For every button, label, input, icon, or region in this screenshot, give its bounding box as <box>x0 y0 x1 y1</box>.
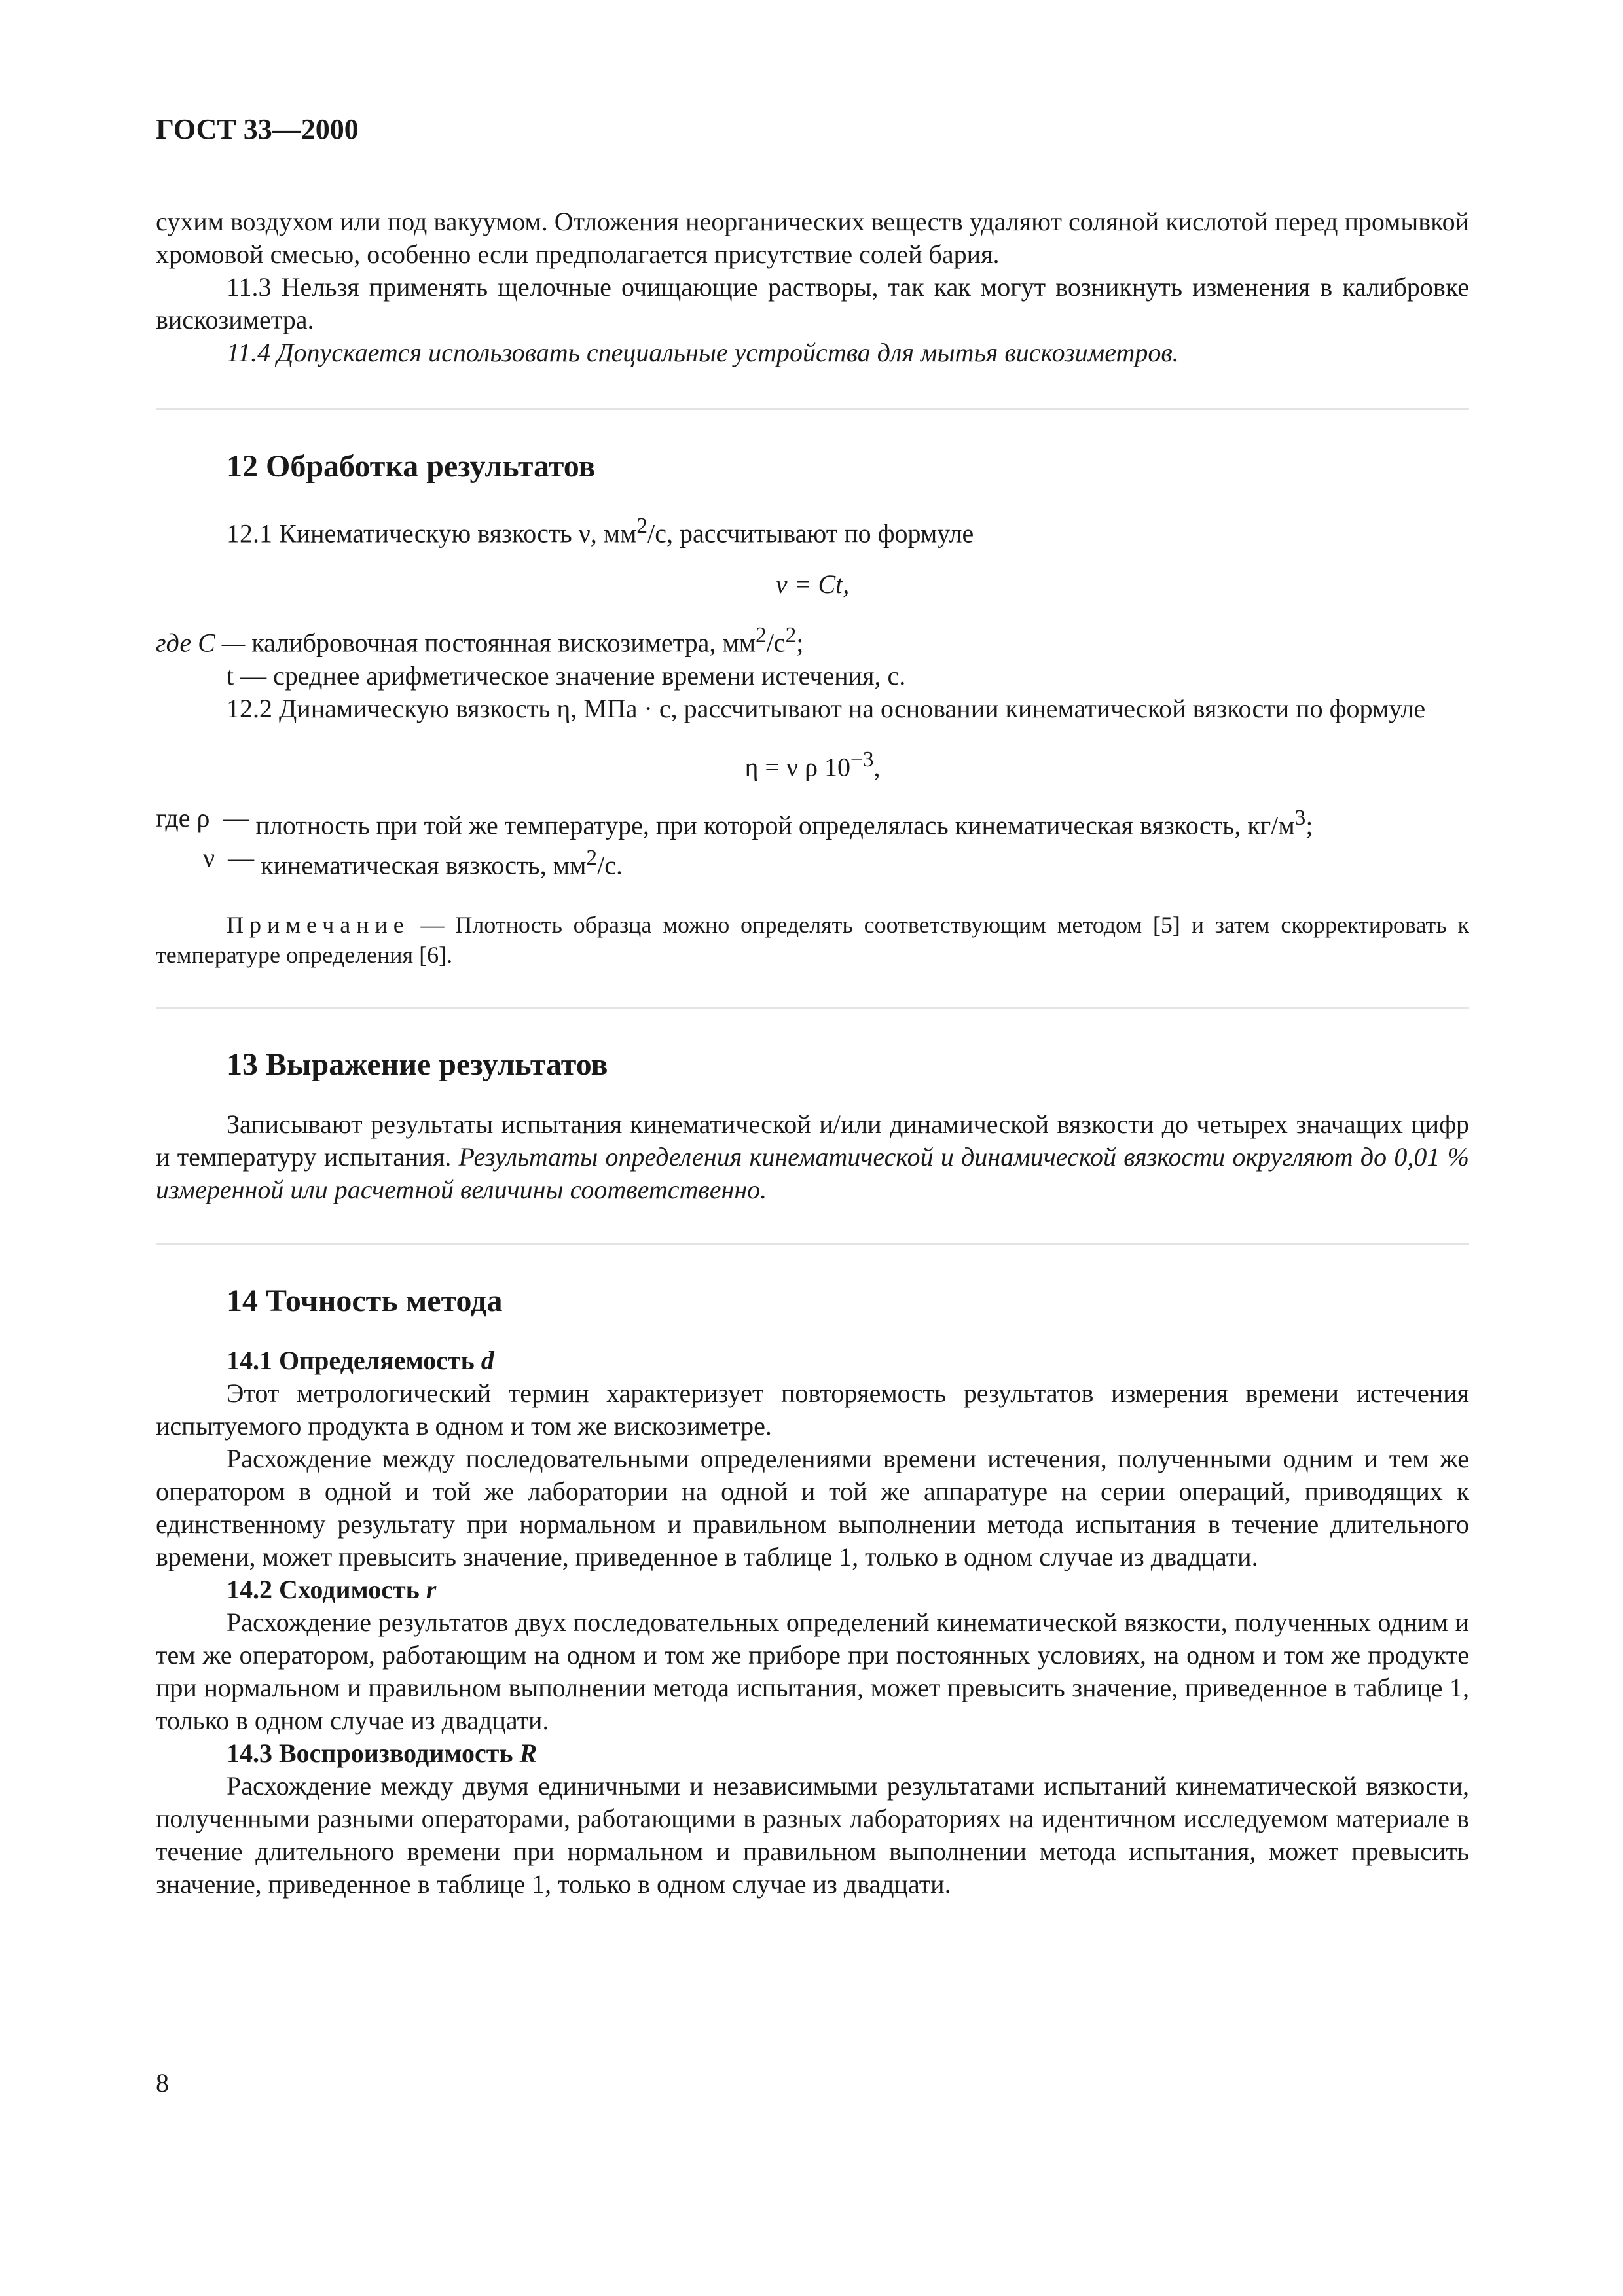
where-c-sup1: 2 <box>756 623 767 648</box>
h14-3-symbol: R <box>519 1738 538 1768</box>
where-rho-line <box>156 802 1469 842</box>
where-c-text: калибровочная постоянная вискозиметра, мм <box>251 628 756 658</box>
where-t-line: t — среднее арифметическое значение времени истечения, с. <box>227 660 906 691</box>
where-c-mid: /с <box>766 628 786 658</box>
where-c-label: где C — <box>156 628 252 658</box>
where-nu-end: /с. <box>597 850 623 880</box>
f2-text: η = ν ρ 10 <box>744 751 851 781</box>
h14-2-symbol: r <box>426 1574 437 1604</box>
h14-2-label: 14.2 Сходимость <box>227 1574 426 1604</box>
p13-plain: Записывают результаты испытания кинематической и/или динамической вязкости до четырех значащих цифр и температуру испытания. <box>156 1109 1469 1172</box>
paragraph-12-1 <box>156 510 1469 550</box>
paragraph-14-2: Расхождение результатов двух последовательных определений кинематической вязкости, полученных одним и тем же оператором, работающим на одном и том же приборе при постоянных условиях, на одном и том же продукте при нормальном и правильном выполнении метода испытания, может превысить значение, приведенное в таблице 1, только в одном случае из двадцати. <box>156 1607 1469 1735</box>
where-nu-label: ν — <box>203 843 261 873</box>
where-rho-def <box>255 802 1469 842</box>
where-rho-sup: 3 <box>1294 805 1306 830</box>
formula-dynamic-viscosity <box>156 744 1469 783</box>
formula-kinematic-viscosity: ν = Ct, <box>775 569 850 600</box>
paragraph-14-1a: Этот метрологический термин характеризует повторяемость результатов измерения времени истечения испытуемого продукта в одном и том же вискозиметре. <box>156 1378 1469 1441</box>
page-content <box>156 110 1469 1901</box>
document-code: ГОСТ 33—2000 <box>156 113 359 145</box>
subheading-14-2 <box>156 1573 1469 1606</box>
where-c-sup2: 2 <box>785 623 797 648</box>
where-rho-label: где ρ — <box>156 802 256 833</box>
h14-1-symbol: d <box>481 1345 494 1375</box>
paragraph-13 <box>156 1108 1469 1206</box>
note-text: — Плотность образца можно определять соответствующим методом [5] и затем скорректировать к температуре определения [6]. <box>156 911 1469 968</box>
subheading-14-1 <box>156 1344 1469 1377</box>
paragraph-11-3: 11.3 Нельзя применять щелочные очищающие растворы, так как могут возникнуть изменения в калибровке вискозиметра. <box>156 272 1469 334</box>
where-rho-end: ; <box>1305 810 1313 840</box>
paragraph-14-3: Расхождение между двумя единичными и независимыми результатами испытаний кинематической вязкости, полученными разными операторами, работающими в разных лабораториях на идентичном исследуемом материале в течение длительного времени при нормальном и правильном выполнении метода испытания, может превысить значение, приведенное в таблице 1, только в одном случае из двадцати. <box>156 1770 1469 1899</box>
section-13-heading: 13 Выражение результатов <box>227 1047 608 1082</box>
where-nu-sup: 2 <box>586 846 598 870</box>
page-number: 8 <box>156 2068 169 2098</box>
f2-end: , <box>873 751 881 781</box>
p13-italic: Результаты определения кинематической и динамической вязкости округляют до 0,01 % измеренной или расчетной величины соответственно. <box>156 1141 1469 1204</box>
note-block <box>156 910 1469 970</box>
where-rho-text: плотность при той же температуре, при которой определялась кинематическая вязкость, кг/м <box>255 810 1295 840</box>
where-nu-text: кинематическая вязкость, мм <box>261 850 587 880</box>
p12-1-text: 12.1 Кинематическую вязкость ν, мм <box>227 518 637 548</box>
where-nu-def <box>261 842 1469 882</box>
note-label: Примечание <box>227 911 410 938</box>
paragraph-11-4: 11.4 Допускается использовать специальные устройства для мытья вискозиметров. <box>227 338 1179 367</box>
where-c-line <box>156 619 1469 659</box>
h14-3-label: 14.3 Воспроизводимость <box>227 1738 520 1768</box>
paragraph-14-1b: Расхождение между последовательными определениями времени истечения, полученными одним и тем же оператором в одной и той же лаборатории на одной и той же аппаратуре на серии операций, приводящих к единственному результату при нормальном и правильном выполнении метода испытания в течение длительного времени, может превысить значение, приведенное в таблице 1, только в одном случае из двадцати. <box>156 1443 1469 1571</box>
subheading-14-3 <box>156 1737 1469 1770</box>
p12-1-tail: /с, рассчитывают по формуле <box>647 518 974 548</box>
paragraph-12-2: 12.2 Динамическую вязкость η, МПа · с, рассчитывают на основании кинематической вязкости по формуле <box>227 693 1426 723</box>
section-14-heading: 14 Точность метода <box>227 1283 503 1318</box>
p12-1-sup: 2 <box>636 514 648 538</box>
where-nu-line <box>156 842 1469 882</box>
section-11-continuation: сухим воздухом или под вакуумом. Отложения неорганических веществ удаляют соляной кислотой перед промывкой хромовой смесью, особенно если предполагается присутствие солей бария. <box>156 207 1469 269</box>
f2-sup: −3 <box>850 747 874 772</box>
h14-1-label: 14.1 Определяемость <box>227 1345 481 1375</box>
section-12-heading: 12 Обработка результатов <box>227 449 596 484</box>
where-c-end: ; <box>796 628 804 658</box>
